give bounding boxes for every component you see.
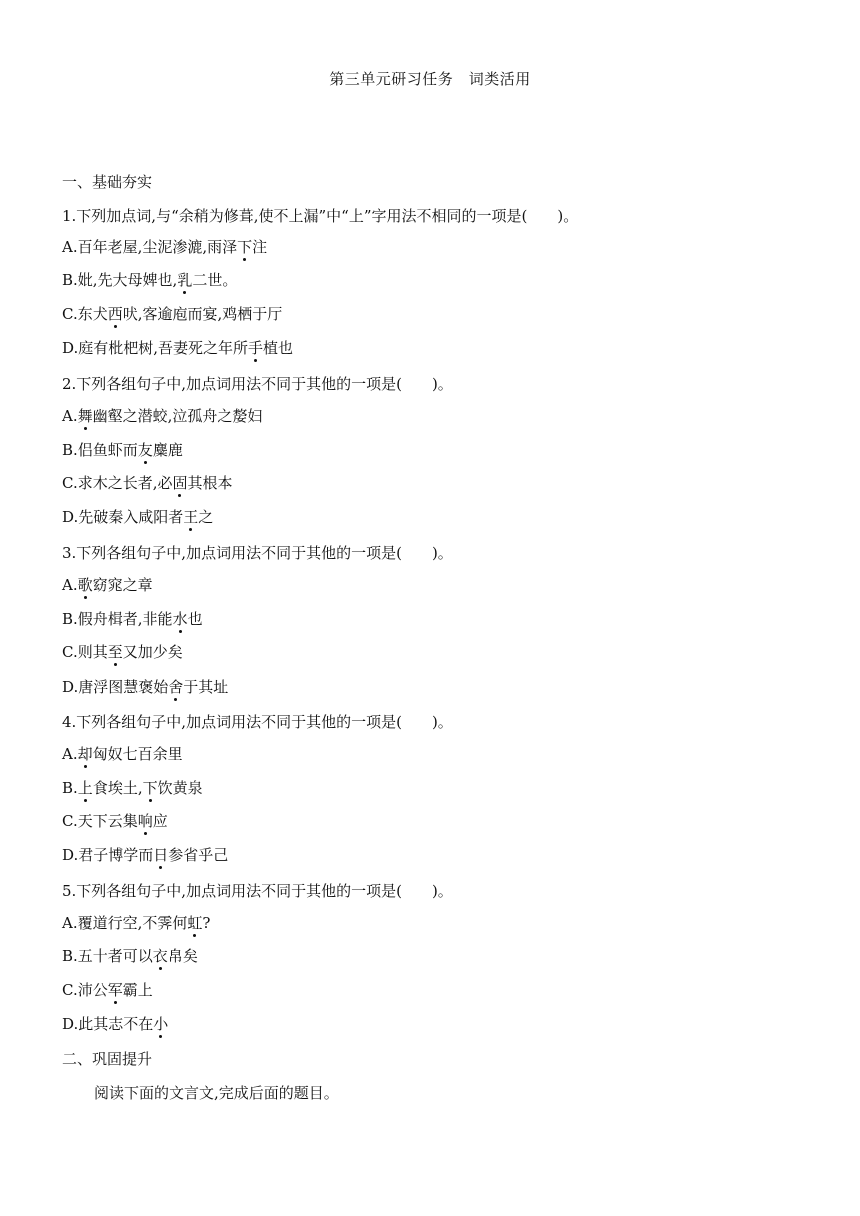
option-text: 于其址 (183, 678, 229, 696)
question-2-stem (62, 373, 453, 395)
question-stem-text: 1.下列加点词,与“余稍为修葺,使不上漏”中“上”字用法不相同的一项是( (62, 207, 528, 225)
dotted-word: 友 (137, 441, 153, 459)
option-text: D.君子博学而 (62, 846, 154, 864)
question-stem-end: )。 (431, 882, 453, 900)
question-stem-text: 3.下列各组句子中,加点词用法不同于其他的一项是( (62, 544, 402, 562)
option-text: 其根本 (187, 474, 233, 492)
section-heading-consolidation: 二、巩固提升 (62, 1050, 153, 1068)
dotted-word: 响 (137, 812, 153, 830)
option-text: 植也 (263, 339, 294, 357)
option-text: 也 (187, 610, 203, 628)
option-text: 吠,客逾庖而宴,鸡栖于厅 (122, 305, 283, 323)
question-4-option-b (62, 777, 203, 799)
question-1-option-c (62, 303, 282, 325)
option-text: 二世。 (192, 271, 238, 289)
option-text: A.百年老屋,尘泥渗漉,雨泽 (62, 238, 238, 256)
option-text: A. (62, 745, 78, 763)
reading-intro: 阅读下面的文言文,完成后面的题目。 (94, 1084, 339, 1102)
option-text: D.庭有枇杷树,吾妻死之年所 (62, 339, 249, 357)
dotted-word: 小 (153, 1015, 169, 1033)
question-5-option-c (62, 979, 153, 1001)
question-3-option-b (62, 608, 203, 630)
option-text: 饮黄泉 (157, 779, 203, 797)
option-text: A.覆道行空,不霁何 (62, 914, 188, 932)
option-text: B.假舟楫者,非能 (62, 610, 173, 628)
dotted-word: 舍 (168, 678, 184, 696)
option-text: B.五十者可以 (62, 947, 153, 965)
option-text: ? (202, 914, 211, 932)
option-text: C.则其 (62, 643, 108, 661)
option-text: B.侣鱼虾而 (62, 441, 138, 459)
option-text: 匈奴七百余里 (92, 745, 183, 763)
option-text: C.沛公 (62, 981, 108, 999)
option-text: 之 (198, 508, 214, 526)
option-text: D.此其志不在 (62, 1015, 154, 1033)
question-3-option-c (62, 641, 183, 663)
question-stem-end: )。 (431, 375, 453, 393)
page-title: 第三单元研习任务 词类活用 (329, 70, 531, 88)
option-text: C.求木之长者,必 (62, 474, 173, 492)
question-2-option-c (62, 472, 233, 494)
option-text: 又加少矣 (122, 643, 183, 661)
dotted-word: 舞 (77, 407, 93, 425)
option-text: 参省乎己 (168, 846, 229, 864)
dotted-word: 固 (172, 474, 188, 492)
question-3-stem (62, 542, 453, 564)
option-text: 帛矣 (167, 947, 198, 965)
option-text: 霸上 (122, 981, 153, 999)
question-5-option-a (62, 912, 210, 934)
question-stem-end: )。 (431, 713, 453, 731)
option-text: B.妣,先大母婢也, (62, 271, 178, 289)
question-stem-text: 4.下列各组句子中,加点词用法不同于其他的一项是( (62, 713, 402, 731)
question-4-option-d (62, 844, 228, 866)
section-heading-basics: 一、基础夯实 (62, 173, 153, 191)
dotted-word: 下 (237, 238, 253, 256)
question-3-option-a (62, 574, 153, 596)
option-text: A. (62, 407, 78, 425)
option-text: B. (62, 779, 78, 797)
option-text: C.东犬 (62, 305, 108, 323)
dotted-word: 下 (142, 779, 158, 797)
question-4-option-c (62, 810, 168, 832)
question-2-option-d (62, 506, 213, 528)
dotted-word: 歌 (77, 576, 93, 594)
question-5-stem (62, 880, 453, 902)
dotted-word: 王 (183, 508, 199, 526)
option-text: 食埃土, (92, 779, 143, 797)
dotted-word: 至 (107, 643, 123, 661)
option-text: D.唐浮图慧褒始 (62, 678, 169, 696)
dotted-word: 乳 (177, 271, 193, 289)
option-text: 麋鹿 (152, 441, 183, 459)
question-5-option-d (62, 1013, 168, 1035)
question-4-stem (62, 711, 453, 733)
option-text: 注 (252, 238, 268, 256)
dotted-word: 衣 (152, 947, 168, 965)
dotted-word: 手 (248, 339, 264, 357)
option-text: A. (62, 576, 78, 594)
question-3-option-d (62, 676, 228, 698)
option-text: 幽壑之潜蛟,泣孤舟之嫠妇 (92, 407, 263, 425)
question-stem-text: 2.下列各组句子中,加点词用法不同于其他的一项是( (62, 375, 402, 393)
dotted-word: 虹 (187, 914, 203, 932)
option-text: D.先破秦入咸阳者 (62, 508, 184, 526)
option-text: C.天下云集 (62, 812, 138, 830)
question-2-option-b (62, 439, 183, 461)
question-stem-text: 5.下列各组句子中,加点词用法不同于其他的一项是( (62, 882, 402, 900)
dotted-word: 军 (107, 981, 123, 999)
dotted-word: 却 (77, 745, 93, 763)
dotted-word: 日 (153, 846, 169, 864)
question-1-option-a (62, 236, 267, 258)
question-5-option-b (62, 945, 198, 967)
question-stem-end: )。 (557, 207, 579, 225)
option-text: 窈窕之章 (92, 576, 153, 594)
question-1-option-d (62, 337, 293, 359)
option-text: 应 (152, 812, 168, 830)
dotted-word: 水 (172, 610, 188, 628)
question-4-option-a (62, 743, 183, 765)
question-2-option-a (62, 405, 262, 427)
question-1-option-b (62, 269, 237, 291)
question-stem-end: )。 (431, 544, 453, 562)
dotted-word: 西 (107, 305, 123, 323)
question-1-stem (62, 205, 578, 227)
dotted-word: 上 (77, 779, 93, 797)
